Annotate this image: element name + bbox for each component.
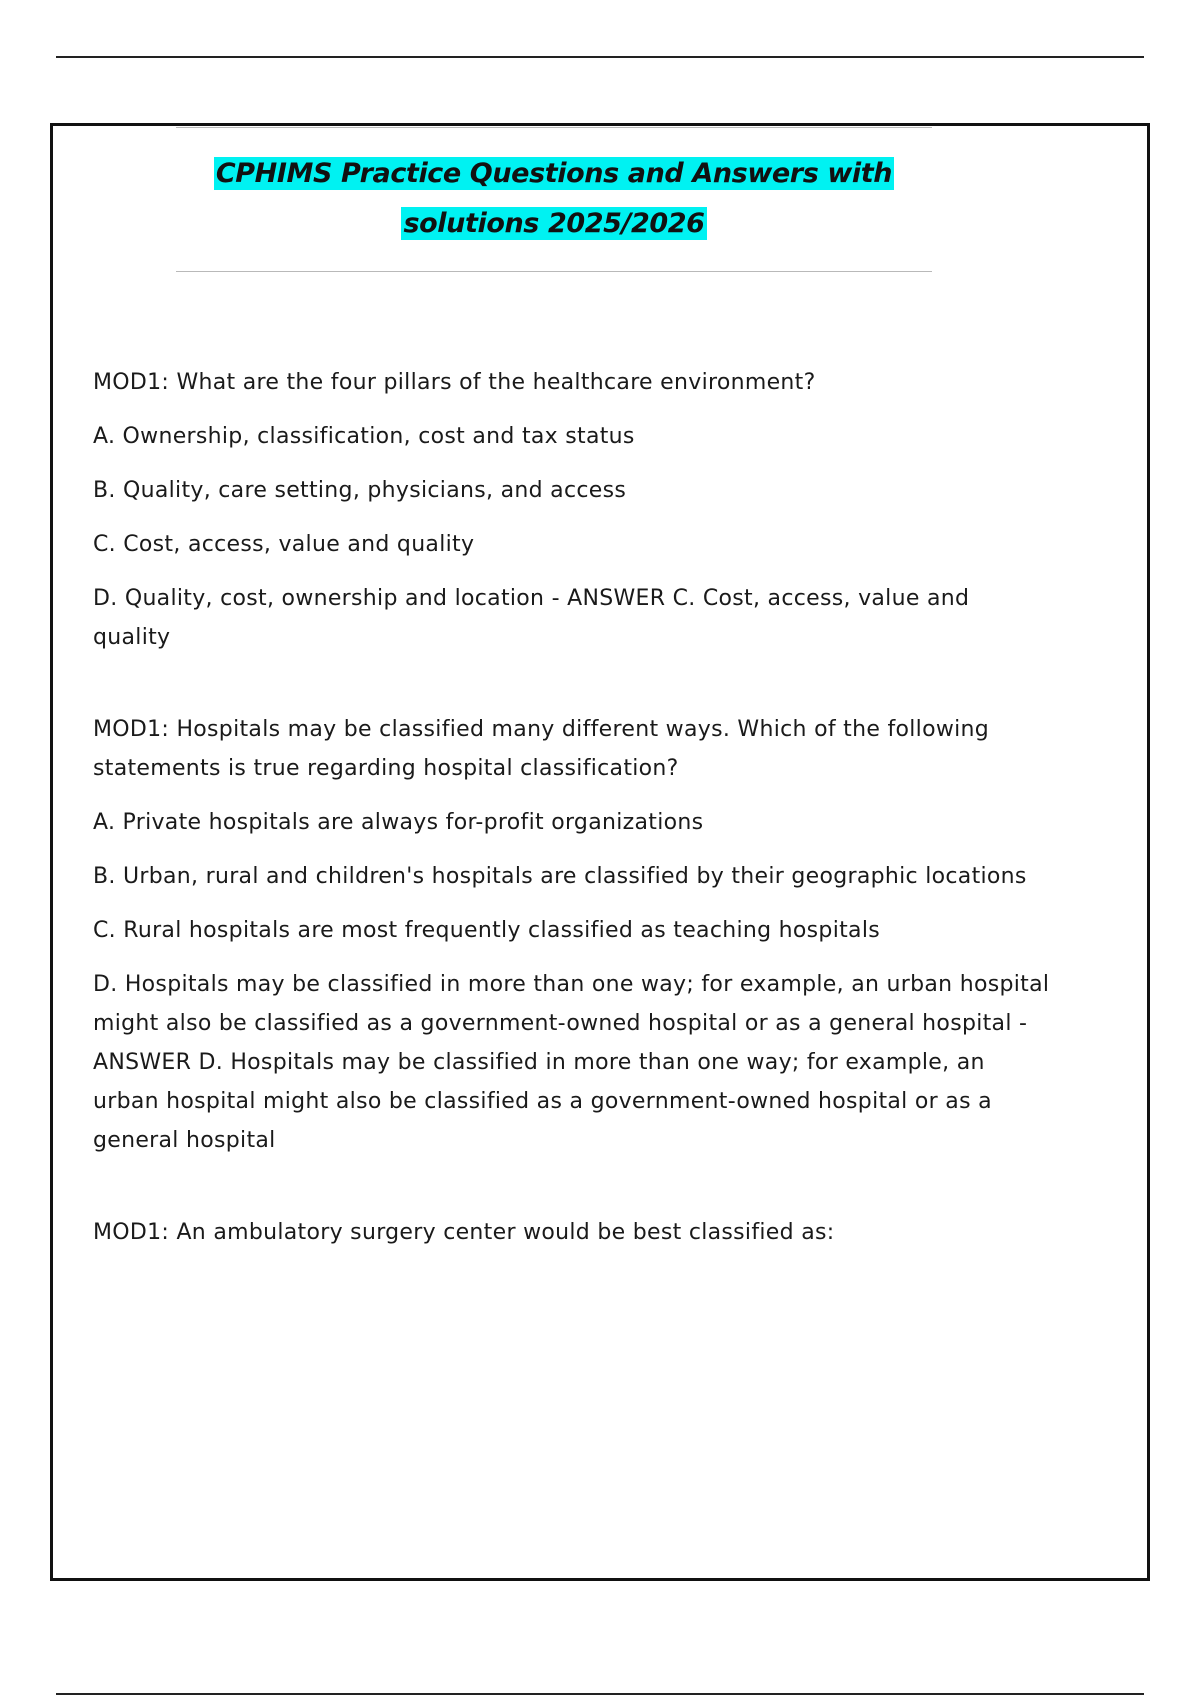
title-top-rule [176,127,932,128]
document-title [176,149,932,249]
title-line-1: CPHIMS Practice Questions and Answers with [215,158,893,189]
answer-option: B. Urban, rural and children's hospitals are classified by their geographic locations [93,864,1027,889]
question-3 [93,1213,1053,1252]
title-bottom-rule [176,271,932,272]
page-bottom-rule [56,1693,1144,1695]
question-2 [93,710,1053,1160]
question-stem: MOD1: Hospitals may be classified many different ways. Which of the following statements is true regarding hospital classification? [93,717,990,781]
question-list [93,363,1053,1305]
title-line-2: solutions 2025/2026 [403,208,705,239]
title-block [176,127,932,272]
answer-option: B. Quality, care setting, physicians, and access [93,478,627,503]
answer-option: A. Private hospitals are always for-profit organizations [93,810,704,835]
question-stem: MOD1: What are the four pillars of the healthcare environment? [93,370,816,395]
answer-option: C. Rural hospitals are most frequently classified as teaching hospitals [93,918,880,943]
answer-option: A. Ownership, classification, cost and tax status [93,424,635,449]
question-1 [93,363,1053,657]
page-top-rule [56,56,1144,58]
answer-option: C. Cost, access, value and quality [93,532,475,557]
question-stem: MOD1: An ambulatory surgery center would be best classified as: [93,1220,835,1245]
answer-option: D. Quality, cost, ownership and location - ANSWER C. Cost, access, value and quality [93,586,970,650]
answer-option: D. Hospitals may be classified in more than one way; for example, an urban hospital might also be classified as a government-owned hospital or as a general hospital - ANSWER D. Hospitals may be classified in more than one way; for example, an urban hospital might also be classified as a government-owned hospital or as a general hospital [93,972,1050,1153]
